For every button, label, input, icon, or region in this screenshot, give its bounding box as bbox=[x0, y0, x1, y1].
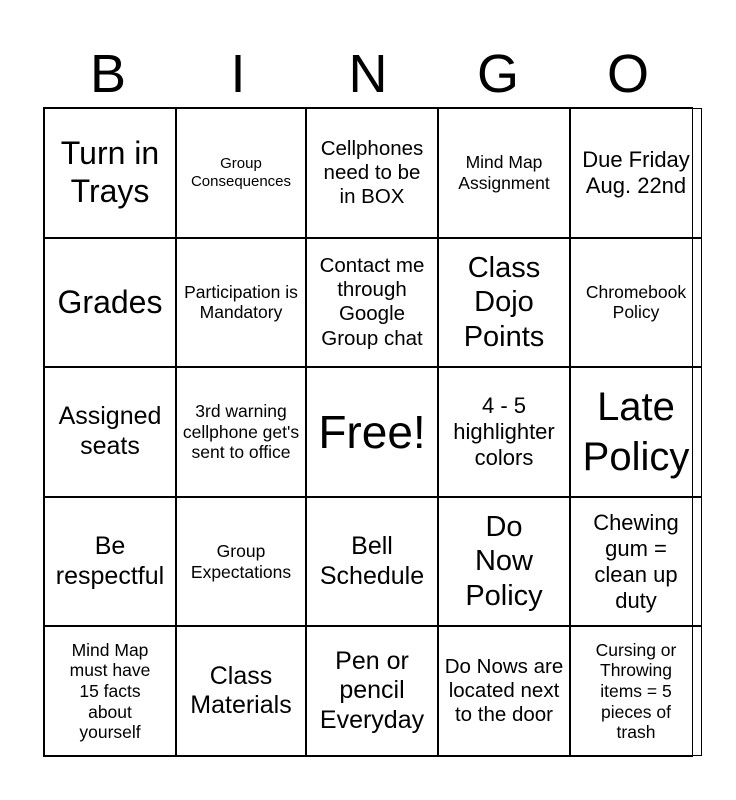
header-letter-g: G bbox=[476, 44, 519, 104]
bingo-cell[interactable] bbox=[176, 108, 306, 238]
cell-text: 3rd warning cellphone get's sent to office bbox=[182, 401, 300, 463]
header-letter-i: I bbox=[230, 44, 246, 104]
cell-text: Chromebook Policy bbox=[585, 281, 687, 323]
bingo-cell[interactable] bbox=[570, 238, 702, 368]
cell-text: Class Materials bbox=[190, 661, 292, 720]
cell-text: 4 - 5 highlighter colors bbox=[453, 393, 555, 470]
bingo-cell[interactable] bbox=[306, 497, 438, 627]
bingo-cell[interactable] bbox=[306, 626, 438, 756]
bingo-cell[interactable] bbox=[44, 108, 176, 238]
cell-text: Cellphones need to be in BOX bbox=[320, 136, 424, 208]
cell-text: Participation is Mandatory bbox=[184, 281, 298, 323]
cell-text: Group Expectations bbox=[190, 540, 292, 582]
bingo-cell[interactable] bbox=[44, 238, 176, 368]
bingo-cell[interactable] bbox=[570, 626, 702, 756]
cell-text: Assigned seats bbox=[58, 402, 162, 460]
bingo-cell[interactable] bbox=[570, 497, 702, 627]
cell-text: Grades bbox=[57, 283, 163, 320]
cell-text: Due Friday Aug. 22nd bbox=[582, 146, 690, 198]
bingo-header bbox=[43, 42, 693, 106]
cell-text: Chewing gum = clean up duty bbox=[593, 509, 679, 613]
cell-text: Do Nows are located next to the door bbox=[444, 654, 564, 727]
bingo-cell[interactable] bbox=[44, 367, 176, 497]
cell-text: Be respectful bbox=[55, 532, 165, 590]
header-letter-b: B bbox=[89, 44, 127, 104]
cell-text: Mind Map Assignment bbox=[458, 152, 550, 193]
cell-text: Late Policy bbox=[582, 384, 690, 479]
bingo-cell[interactable] bbox=[438, 238, 570, 368]
free-space-text: Free! bbox=[318, 405, 426, 458]
bingo-card bbox=[43, 107, 693, 757]
bingo-cell[interactable] bbox=[176, 497, 306, 627]
bingo-cell-free[interactable] bbox=[306, 367, 438, 497]
bingo-cell[interactable] bbox=[570, 108, 702, 238]
cell-text: Turn in Trays bbox=[60, 135, 160, 209]
bingo-cell[interactable] bbox=[438, 108, 570, 238]
bingo-cell[interactable] bbox=[44, 626, 176, 756]
cell-text: Group Consequences bbox=[190, 155, 292, 190]
cell-text: Bell Schedule bbox=[319, 532, 425, 590]
header-letter-n: N bbox=[348, 44, 388, 104]
cell-text: Do Now Policy bbox=[465, 511, 543, 612]
cell-text: Class Dojo Points bbox=[463, 252, 545, 353]
bingo-cell[interactable] bbox=[306, 108, 438, 238]
bingo-cell[interactable] bbox=[306, 238, 438, 368]
bingo-cell[interactable] bbox=[176, 626, 306, 756]
bingo-cell[interactable] bbox=[570, 367, 702, 497]
bingo-cell[interactable] bbox=[438, 367, 570, 497]
cell-text: Cursing or Throwing items = 5 pieces of trash bbox=[595, 639, 677, 743]
bingo-cell[interactable] bbox=[44, 497, 176, 627]
cell-text: Contact me through Google Group chat bbox=[319, 254, 425, 350]
bingo-cell[interactable] bbox=[176, 367, 306, 497]
bingo-cell[interactable] bbox=[438, 497, 570, 627]
cell-text: Mind Map must have 15 facts about yourself bbox=[69, 639, 151, 743]
header-letter-o: O bbox=[606, 44, 649, 104]
cell-text: Pen or pencil Everyday bbox=[319, 646, 425, 734]
bingo-cell[interactable] bbox=[176, 238, 306, 368]
bingo-cell[interactable] bbox=[438, 626, 570, 756]
